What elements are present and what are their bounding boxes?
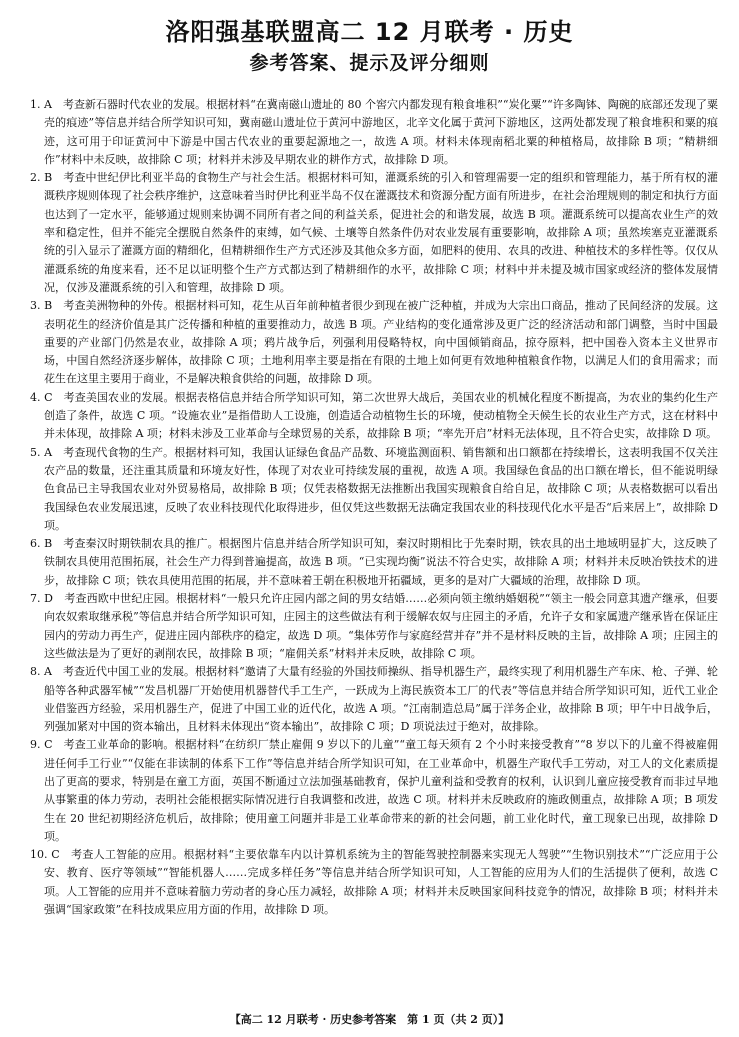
answer-item-9: 9. C 考查工业革命的影响。根据材料“在纺织厂禁止雇佣 9 岁以下的儿童”“童工每天须有 2 个小时来接受教育”“8 岁以下的儿童不得被雇佣进任何手工行业”“仅能在非读制的体系下工作”等信息并结合所学知识可知，在工业革命中，机器生产取代手工劳动，对工人的文化素质提出了更高的要求，特别是在童工方面，英国不断通过立法加强基础教育，保护儿童利益和受教育的权利，认识到儿童应接受教育而非过早地从事繁重的体力劳动，表明社会能根据实际情况进行自我调整和改进，故选 C 项。材料并未反映政府的施政侧重点，故排除 A 项；B 项发生在 20 世纪初期经济危机后，故排除；使用童工问题并非是工业革命带来的新的社会问题，前工业化时代，童工现象已出现，故排除 D 项。 [30,738,718,843]
page-title: 洛阳强基联盟高二 12 月联考 · 历史 [165,18,574,46]
page-footer: 【高二 12 月联考 · 历史参考答案 第 1 页（共 2 页）】 [229,1013,510,1026]
answer-item-4: 4. C 考查美国农业的发展。根据表格信息并结合所学知识可知，第二次世界大战后，美国农业的机械化程度不断提高，为农业的集约化生产创造了条件，故选 C 项。“设施农业”是指借助人工设施，创造适合动植物生长的环境，使动植物全天候生长的农业生产方式，这在材料中并未体现，故排除 A 项；材料未涉及工业革命与全球贸易的关系，故排除 B 项；“率先开启”材料无法体现，且不符合史实，故排除 D 项。 [30,390,718,441]
answer-item-1: 1. A 考查新石器时代农业的发展。根据材料“在冀南磁山遗址的 80 个窖穴内都发现有粮食堆积”“炭化粟”“许多陶钵、陶碗的底部还发现了粟壳的痕迹”等信息并结合所学知识可知，冀南磁山遗址位于黄河中游地区，北辛文化属于黄河下游地区，这两处都发现了粮食堆积和粟的痕迹，这可用于印证黄河中下游是中国古代农业的重要起源地之一，故选 A 项。材料未体现南稻北粟的种植格局，故排除 B 项；“精耕细作”材料中未反映，故排除 C 项；材料并未涉及早期农业的耕作方式，故排除 D 项。 [30,98,718,166]
answer-item-2: 2. B 考查中世纪伊比利亚半岛的食物生产与社会生活。根据材料可知，灌溉系统的引入和管理需要一定的组织和管理能力，基于所有权的灌溉秩序规则体现了社会秩序维护，这意味着当时伊比利亚半岛不仅在灌溉技术和资源分配方面有所进步，在社会治理规则的制定和执行方面也达到了一定水平，能够通过规则来协调不同所有者之间的利益关系，促进社会的和谐发展，故选 B 项。灌溉系统可以提高农业生产的效率和稳定性，但并不能完全摆脱自然条件的束缚，如气候、土壤等自然条件仍对农业发展有重要影响，故排除 A 项；虽然埃塞克亚灌溉系统的引入显示了灌溉方面的精细化，但精耕细作生产方式还涉及其他众多方面，如肥料的使用、农具的改进、种植技术的多样性等。仅仅从灌溉系统的角度来看，还不足以证明整个生产方式都达到了精耕细作的水平，故排除 C 项；材料中并未提及城市国家或经济的整体发展情况，仅涉及灌溉系统的引入和管理，故排除 D 项。 [30,171,718,294]
answer-item-3: 3. B 考查美洲物种的外传。根据材料可知，花生从百年前种植者很少到现在被广泛种植，并成为大宗出口商品，推动了民间经济的发展。这表明花生的经济价值是其广泛传播和种植的重要推动力，故选 B 项。产业结构的变化通常涉及更广泛的经济活动和部门调整，当时中国最重要的产业部门仍然是农业，故排除 A 项；鸦片战争后，列强利用侵略特权，向中国倾销商品，掠夺原料，把中国卷入资本主义世界市场，中国自然经济逐步解体，故排除 C 项；土地利用率主要是指在有限的土地上如何更有效地种植粮食作物，以满足人们的食用需求；而花生在这里主要用于商业，不是解决粮食供给的问题，故排除 D 项。 [30,299,718,386]
answer-item-10: 10. C 考查人工智能的应用。根据材料“主要依靠车内以计算机系统为主的智能驾驶控制器来实现无人驾驶”“生物识别技术”“广泛应用于公安、教育、医疗等领域”“智能机器人……完成多样任务”等信息并结合所学知识可知，人工智能的应用为人们的生活提供了便利，故选 C 项。人工智能的应用并不意味着脑力劳动者的身心压力减轻，故排除 A 项；材料并未反映国家间科技竞争的情况，故排除 B 项；材料并未强调“国家政策”在科技成果应用方面的作用，故排除 D 项。 [30,848,718,917]
answer-item-6: 6. B 考查秦汉时期铁制农具的推广。根据图片信息并结合所学知识可知，秦汉时期相比于先秦时期，铁农具的出土地域明显扩大，这反映了铁制农具使用范围拓展，社会生产力得到普遍提高，故选 B 项。“已实现均衡”说法不符合史实，故排除 A 项；材料并未反映冶铁技术的进步，故排除 C 项；铁农具使用范围的拓展，并不意味着王朝在积极地开拓疆域，更多的是对广大疆域的治理，故排除 D 项。 [30,537,718,587]
answer-item-8: 8. A 考查近代中国工业的发展。根据材料“邀请了大量有经验的外国技师操纵、指导机器生产，最终实现了利用机器生产车床、枪、子弹、轮船等各种武器军械”“发昌机器厂开始使用机器替代手工生产，一跃成为上海民族资本工厂的代表”等信息并结合所学知识可知，近代工业企业借鉴西方经验，采用机器生产，促进了中国工业的近代化，故选 A 项。“江南制造总局”属于洋务企业，故排除 B 项；甲午中日战争后，列强加紧对中国的资本输出，且材料未体现出“资本输出”，故排除 C 项；D 项说法过于绝对，故排除。 [30,665,718,734]
answer-list [30,96,718,919]
answer-item-7: 7. D 考查西欧中世纪庄园。根据材料“一般只允许庄园内部之间的男女结婚……必须向领主缴纳婚姻税”“领主一般会同意其遗产继承，但要向农奴索取继承税”等信息并结合所学知识可知，庄园主的这些做法有利于缓解农奴与庄园主的矛盾，允许子女和家属遗产继承皆在保证庄园内的劳动力再生产，促进庄园内部秩序的稳定，故选 D 项。“集体劳作与家庭经营并存”并不是材料反映的主旨，故排除 A 项；庄园主的这些做法是为了更好的剥削农民，故排除 B 项；“雇佣关系”材料并未反映，故排除 C 项。 [30,592,718,660]
page-subtitle: 参考答案、提示及评分细则 [249,52,490,74]
answer-item-5: 5. A 考查现代食物的生产。根据材料可知，我国认证绿色食品产品数、环境监测面积、销售额和出口额都在持续增长，这表明我国不仅关注农产品的数量，还注重其质量和环境友好性，体现了对农业可持续发展的重视，故选 A 项。我国绿色食品的出口额在增长，但不能说明绿色食品已主导我国农业对外贸易格局，故排除 B 项；仅凭表格数据无法推断出我国实现粮食自给自足，故排除 C 项；从表格数据可以看出我国绿色农业发展迅速，反映了农业科技现代化取得进步，但仅凭这些数据无法确定我国农业的科技现代化水平是否“后来居上”，故排除 D 项。 [30,445,718,532]
